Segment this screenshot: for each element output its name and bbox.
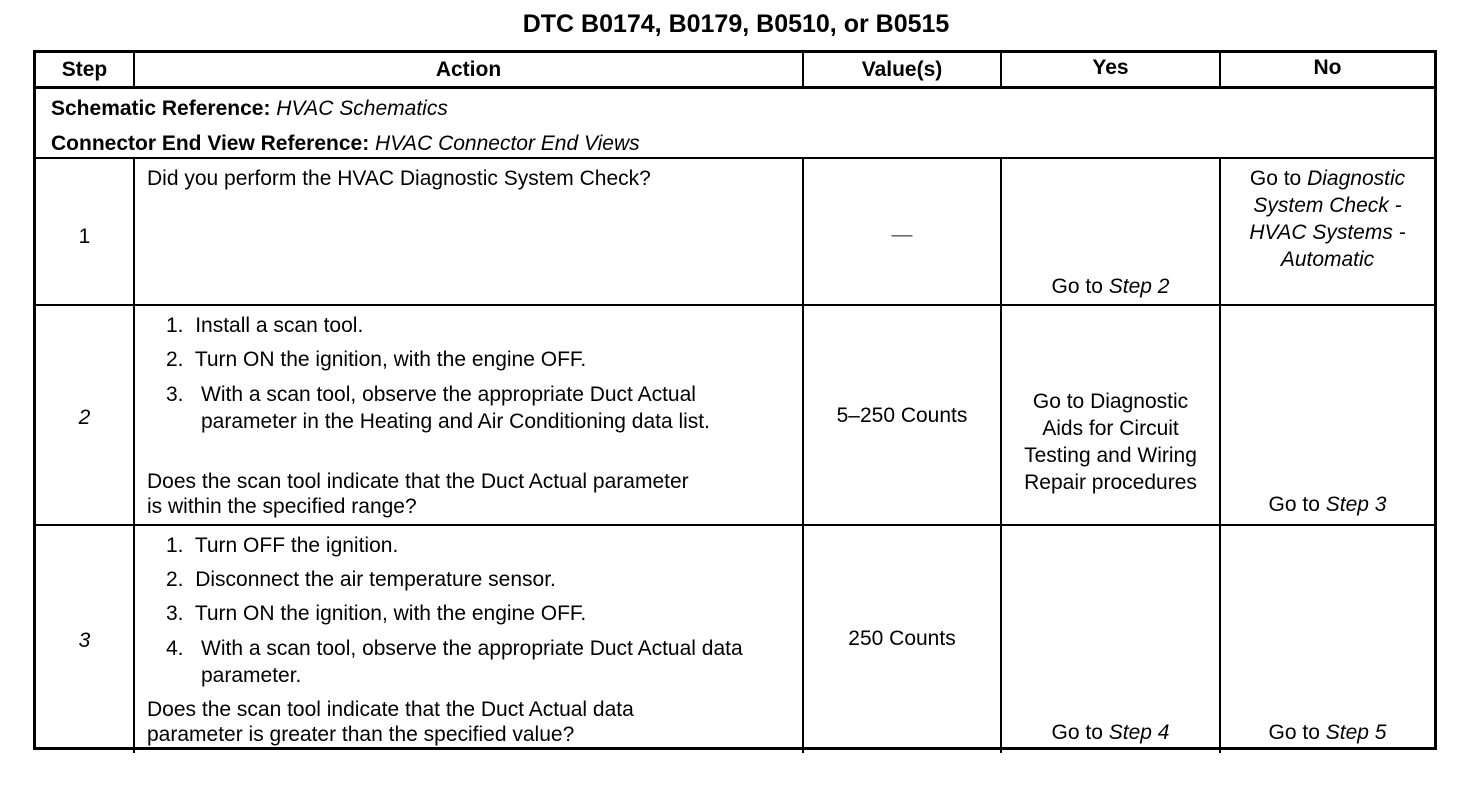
row1-no-line3 — [1221, 219, 1434, 246]
row2-yes — [1002, 388, 1219, 496]
row3-step1: 1. Turn OFF the ignition. — [166, 534, 399, 557]
header-action: Action — [435, 58, 502, 81]
row2-no-prefix: Go to — [1268, 493, 1320, 516]
row3-no — [1221, 719, 1434, 746]
row3-no-prefix: Go to — [1268, 721, 1320, 744]
row1-no-prefix: Go to — [1249, 167, 1302, 190]
row3-item-4-num: 4. — [166, 637, 184, 660]
row1-step: 1 — [78, 225, 91, 248]
row3-item-3: Turn ON the ignition, with the engine OFF. — [194, 602, 587, 625]
col-divider-action-body — [802, 159, 804, 753]
row2-step-number: 2 — [78, 406, 91, 429]
row1-no-link-2[interactable]: System Check - — [1253, 194, 1402, 217]
row2-item-2: Turn ON the ignition, with the engine OFF. — [194, 348, 587, 371]
row3-step-number: 3 — [78, 629, 91, 652]
row2-divider — [36, 524, 1434, 526]
row2-item-1: Install a scan tool. — [195, 314, 364, 337]
col-divider-step-body — [133, 159, 135, 753]
schematic-reference-link[interactable]: HVAC Schematics — [276, 97, 448, 120]
row2-item-3: With a scan tool, observe the appropriate Duct Actual parameter in the Heating and Air Conditioning data list. — [201, 383, 710, 433]
row2-yes-line4[interactable]: Repair procedures — [1024, 471, 1197, 494]
header-no: No — [1313, 56, 1342, 79]
row3-yes-link[interactable]: Step 4 — [1108, 721, 1170, 744]
reference-divider — [36, 157, 1434, 159]
row3-item-4: With a scan tool, observe the appropriate Duct Actual data parameter. — [201, 637, 743, 687]
row3-yes-prefix: Go to — [1051, 721, 1103, 744]
row3-value: 250 Counts — [848, 627, 956, 650]
row2-yes-line2[interactable]: Aids for Circuit — [1042, 417, 1179, 440]
row1-yes — [1002, 273, 1219, 300]
row2-step — [36, 404, 133, 431]
row1-no-line4 — [1221, 246, 1434, 273]
row2-question-line1: Does the scan tool indicate that the Duct Actual parameter — [147, 470, 689, 493]
row3-question-line1: Does the scan tool indicate that the Duct Actual data — [147, 698, 634, 721]
row2-step3 — [166, 381, 801, 435]
row1-action: Did you perform the HVAC Diagnostic System Check? — [147, 167, 651, 190]
row1-no-line2 — [1221, 192, 1434, 219]
row1-yes-prefix: Go to — [1051, 275, 1103, 298]
diagnostic-table — [33, 50, 1437, 750]
schematic-reference — [51, 95, 951, 122]
connector-reference — [51, 130, 951, 157]
row1-divider — [36, 304, 1434, 306]
schematic-reference-label: Schematic Reference: — [51, 97, 271, 120]
row3-item-1: Turn OFF the ignition. — [194, 534, 399, 557]
row1-value: — — [891, 223, 913, 246]
connector-reference-link[interactable]: HVAC Connector End Views — [375, 132, 640, 155]
row2-yes-line1[interactable]: Go to Diagnostic — [1032, 390, 1189, 413]
row2-step2: 2. Turn ON the ignition, with the engine OFF. — [166, 348, 587, 371]
row3-step3: 3. Turn ON the ignition, with the engine OFF. — [166, 602, 587, 625]
row1-yes-link[interactable]: Step 2 — [1108, 275, 1170, 298]
row2-step1: 1. Install a scan tool. — [166, 314, 364, 337]
row2-item-3-num: 3. — [166, 383, 184, 406]
row2-question-line2: is within the specified range? — [147, 495, 417, 518]
row3-yes — [1002, 719, 1219, 746]
row1-no — [1221, 165, 1434, 273]
row1-no-link[interactable]: Diagnostic — [1307, 167, 1406, 190]
connector-reference-label: Connector End View Reference: — [51, 132, 370, 155]
row3-step2: 2. Disconnect the air temperature sensor. — [166, 568, 556, 591]
row2-yes-line3[interactable]: Testing and Wiring — [1024, 444, 1197, 467]
row1-no-line1 — [1221, 165, 1434, 192]
row3-question-line2: parameter is greater than the specified value? — [147, 723, 575, 746]
row1-no-link-3[interactable]: HVAC Systems - — [1249, 221, 1406, 244]
row3-no-link[interactable]: Step 5 — [1325, 721, 1387, 744]
row2-no-link[interactable]: Step 3 — [1325, 493, 1387, 516]
row1-no-link-4[interactable]: Automatic — [1280, 248, 1375, 271]
page-title: DTC B0174, B0179, B0510, or B0515 — [522, 10, 950, 38]
header-yes: Yes — [1092, 56, 1129, 79]
row3-item-2: Disconnect the air temperature sensor. — [195, 568, 556, 591]
row3-question — [147, 697, 797, 747]
row3-step — [36, 627, 133, 654]
header-step: Step — [61, 58, 108, 81]
row3-step4 — [166, 635, 801, 689]
row2-value: 5–250 Counts — [836, 404, 968, 427]
header-values: Value(s) — [861, 58, 943, 81]
row2-question — [147, 469, 797, 519]
row2-no — [1221, 491, 1434, 518]
header-divider — [36, 86, 1434, 89]
